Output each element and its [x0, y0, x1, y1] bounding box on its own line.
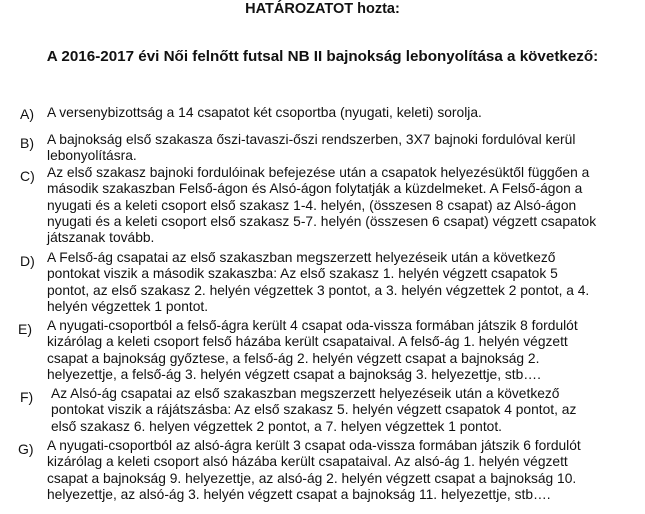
item-f-line: Az Alsó-ág csapatai az első szakaszban megszerzett helyezéseik után a következő	[51, 386, 560, 401]
item-g-line: A nyugati-csoportból az alsó-ágra került 3 csapat oda-vissza formában játszik 6 fordulót	[47, 438, 581, 453]
item-c-line: második szakaszban Felső-ágon és Alsó-ágon folytatják a küzdelmeket. A Felső-ágon a	[47, 181, 583, 197]
item-d-line: pontot, az első szakasz 2. helyén végzettek 3 pontot, a 3. helyén végzettek 2 pontot, a 4.	[47, 282, 590, 298]
item-e-letter: E)	[18, 321, 32, 337]
document-title: A 2016-2017 évi Női felnőtt futsal NB II bajnokság lebonyolítása a következő:	[46, 48, 599, 65]
item-g-line: csapat a bajnokság 9. helyezettje, az alsó-ág 2. helyén végzett csapat a bajnokság 10.	[47, 470, 577, 486]
item-f-text	[51, 386, 627, 435]
item-b-line: A bajnokság első szakasza őszi-tavaszi-őszi rendszerben, 3X7 bajnoki fordulóval kerül	[47, 132, 576, 147]
item-d-text	[47, 250, 627, 315]
item-g-line: kizárólag a keleti csoport alsó házába került csapataival. Az alsó-ág 1. helyén végzett	[47, 454, 568, 470]
item-c-line: nyugati és a keleti csoport első szakasz 1-4. helyén, (összesen 8 csapat) az Alsó-ágon	[47, 197, 577, 213]
item-a-text	[47, 105, 607, 121]
item-f-line: első szakasz 6. helyen végzettek 2 pontot, a 7. helyen végzettek 1 pontot.	[51, 418, 502, 434]
item-a-line: A versenybizottság a 14 csapatot két csoportba (nyugati, keleti) sorolja.	[47, 105, 482, 120]
item-c-letter: C)	[20, 168, 35, 184]
item-c-line: Az első szakasz bajnoki fordulóinak befejezése után a csapatok helyezésüktől függően a	[47, 165, 590, 180]
item-e-text	[47, 318, 627, 383]
item-d-line: pontokat viszik a második szakaszba: Az első szakasz 1. helyén végzett csapatok 5	[47, 266, 558, 282]
item-c-line: nyugati és a keleti csoport első szakasz 5-7. helyén (összesen 6 csapat) végzett csapatok	[47, 213, 597, 229]
item-e-line: helyezettje, a felső-ág 3. helyén végzett csapat a bajnokság 3. helyezettje, stb….	[47, 366, 541, 382]
item-d-line: A Felső-ág csapatai az első szakaszban megszerzett helyezéseik után a következő	[47, 250, 556, 265]
item-g-line: helyezettje, az alsó-ág 3. helyén végzett csapat a bajnokság 11. helyezettje, stb….	[47, 486, 551, 502]
item-c-text	[47, 165, 627, 246]
item-g-letter: G)	[18, 441, 34, 457]
item-b-letter: B)	[20, 135, 34, 151]
item-b-line: lebonyolításra.	[47, 148, 137, 164]
item-d-letter: D)	[20, 253, 35, 269]
item-a-letter: A)	[20, 106, 34, 122]
item-b-text	[47, 132, 617, 165]
item-f-line: pontokat viszik a rájátszásba: Az első szakasz 5. helyén végzett csapatok 4 pontot, az	[51, 402, 577, 418]
item-f-letter: F)	[20, 389, 34, 405]
decision-heading: HATÁROZATOT hozta:	[245, 1, 400, 17]
item-d-line: helyén végzettek 1 pontot.	[47, 298, 209, 314]
item-e-line: kizárólag a keleti csoport felső házába került csapataival. A felső-ág 1. helyén végzett	[47, 334, 568, 350]
item-e-line: csapat a bajnokság győztese, a felső-ág 2. helyén végzett csapat a bajnokság 2.	[47, 350, 540, 366]
item-c-line: játszanak tovább.	[47, 230, 155, 246]
item-g-text	[47, 438, 627, 503]
item-e-line: A nyugati-csoportból a felső-ágra került 4 csapat oda-vissza formában játszik 8 fordulót	[47, 318, 578, 333]
